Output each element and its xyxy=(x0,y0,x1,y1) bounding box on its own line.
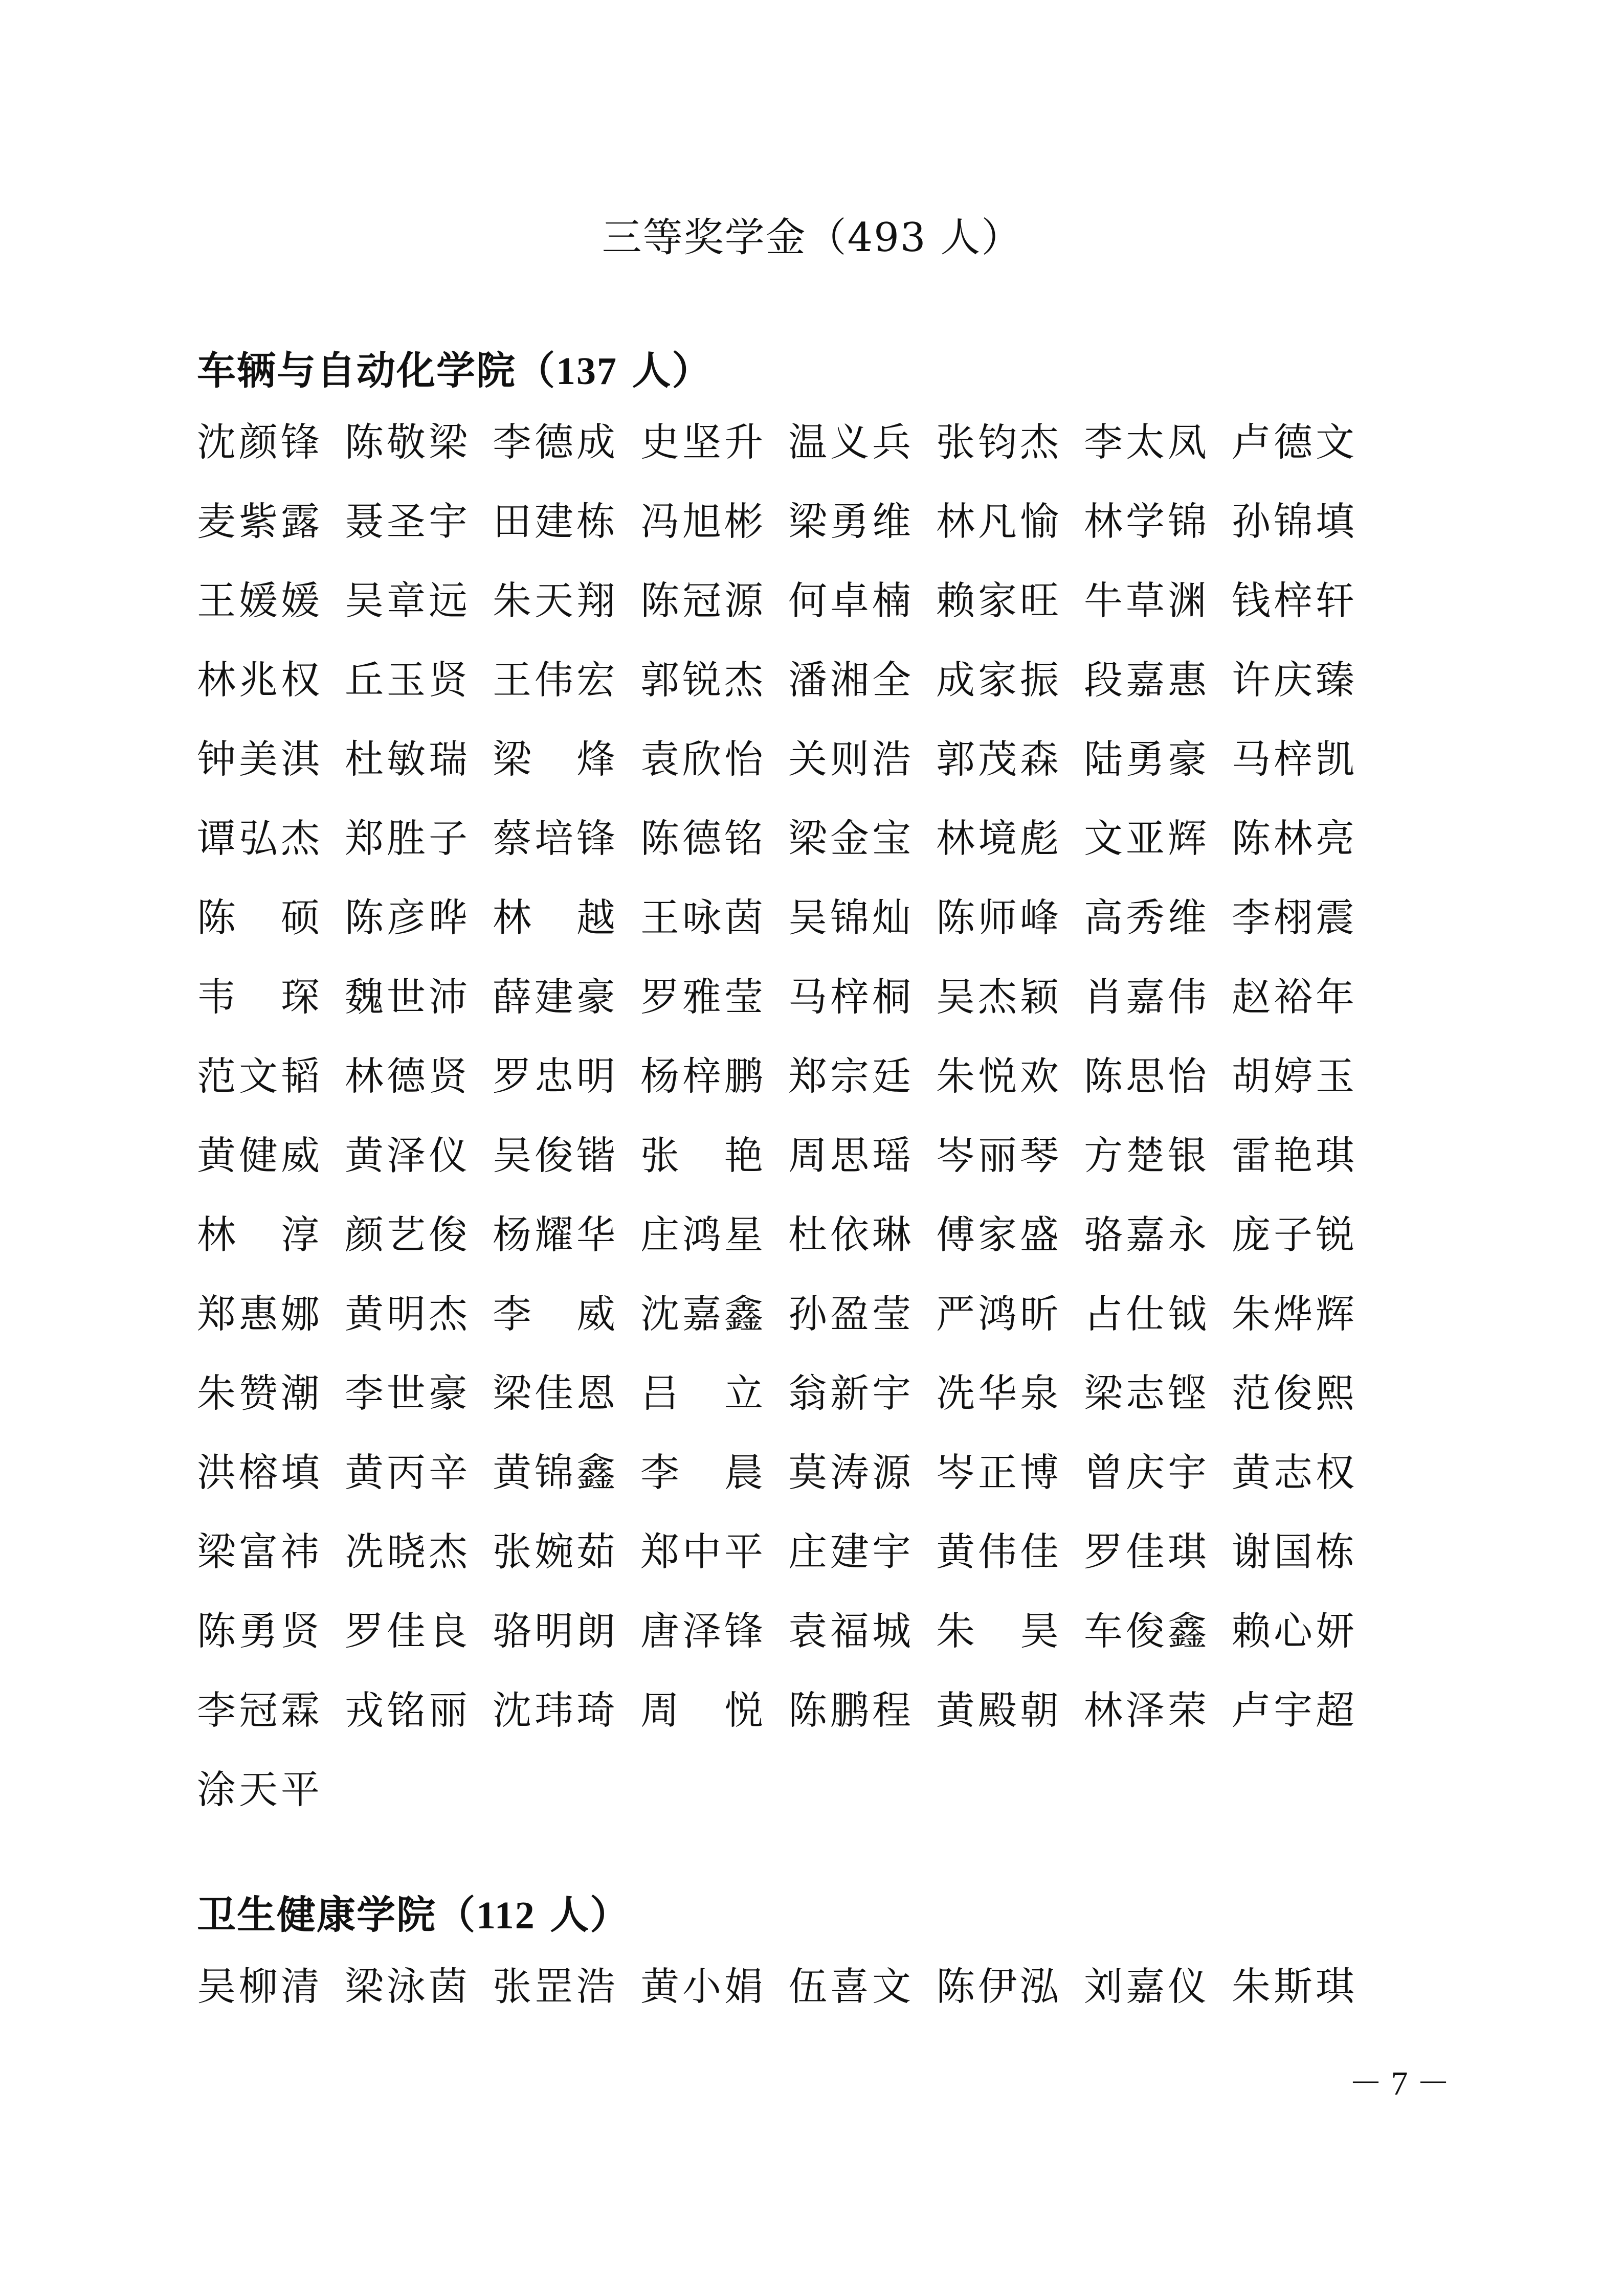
student-name: 罗佳琪 xyxy=(1084,1529,1210,1574)
student-name: 谢国栋 xyxy=(1232,1529,1358,1574)
student-name: 占仕钺 xyxy=(1084,1291,1210,1337)
student-name: 田建栋 xyxy=(493,499,618,544)
student-name: 庄建宇 xyxy=(788,1529,914,1574)
student-name: 范文韬 xyxy=(197,1053,323,1099)
student-name: 林德贤 xyxy=(345,1053,471,1099)
student-name: 潘湘全 xyxy=(788,657,914,703)
student-name: 王伟宏 xyxy=(493,657,618,703)
student-name: 曾庆宇 xyxy=(1084,1450,1210,1495)
student-name: 李 威 xyxy=(493,1291,615,1337)
student-name: 李 晨 xyxy=(640,1450,763,1495)
student-name: 朱天翔 xyxy=(493,578,618,623)
student-name: 张罡浩 xyxy=(493,1964,618,2009)
student-name: 罗忠明 xyxy=(493,1053,618,1099)
student-name: 郭茂森 xyxy=(936,736,1062,782)
student-name: 陈伊泓 xyxy=(936,1964,1062,2009)
student-name: 陈思怡 xyxy=(1084,1053,1210,1099)
student-name: 高秀维 xyxy=(1084,895,1210,940)
student-name: 段嘉惠 xyxy=(1084,657,1210,703)
student-name: 文亚辉 xyxy=(1084,816,1210,861)
student-name: 涂天平 xyxy=(197,1767,323,1812)
student-name: 车俊鑫 xyxy=(1084,1608,1210,1654)
student-name: 陈勇贤 xyxy=(197,1608,323,1654)
student-name: 成家振 xyxy=(936,657,1062,703)
student-name: 梁金宝 xyxy=(788,816,914,861)
student-name: 谭弘杰 xyxy=(197,816,323,861)
student-name: 史坚升 xyxy=(640,419,766,465)
section-count: 112 xyxy=(476,1894,536,1937)
student-name: 骆明朗 xyxy=(493,1608,618,1654)
student-name: 张婉茹 xyxy=(493,1529,618,1574)
student-name: 林泽荣 xyxy=(1084,1687,1210,1733)
student-name: 庞子锐 xyxy=(1232,1212,1358,1257)
student-name: 李德成 xyxy=(493,419,618,465)
student-name: 冯旭彬 xyxy=(640,499,766,544)
student-name: 雷艳琪 xyxy=(1232,1133,1358,1178)
student-name: 朱 昊 xyxy=(936,1608,1059,1654)
student-name: 伍喜文 xyxy=(788,1964,914,2009)
student-name: 岑丽琴 xyxy=(936,1133,1062,1178)
student-name: 罗雅莹 xyxy=(640,974,766,1020)
student-name: 林兆权 xyxy=(197,657,323,703)
student-name: 陈师峰 xyxy=(936,895,1062,940)
student-name: 黄泽仪 xyxy=(345,1133,471,1178)
student-name: 杜依琳 xyxy=(788,1212,914,1257)
student-name: 岑正博 xyxy=(936,1450,1062,1495)
student-name: 周思瑶 xyxy=(788,1133,914,1178)
student-name: 刘嘉仪 xyxy=(1084,1964,1210,2009)
student-name: 杜敏瑞 xyxy=(345,736,471,782)
student-name: 张钧杰 xyxy=(936,419,1062,465)
student-name: 赵裕年 xyxy=(1232,974,1358,1020)
student-name: 陆勇豪 xyxy=(1084,736,1210,782)
section-heading-health xyxy=(197,1887,630,1944)
student-name: 梁勇维 xyxy=(788,499,914,544)
student-name: 蔡培锋 xyxy=(493,816,618,861)
student-name: 李太凤 xyxy=(1084,419,1210,465)
student-name: 黄殿朝 xyxy=(936,1687,1062,1733)
student-name: 陈彦晔 xyxy=(345,895,471,940)
student-name: 马梓凯 xyxy=(1232,736,1358,782)
student-name: 钟美淇 xyxy=(197,736,323,782)
student-name: 韦 琛 xyxy=(197,974,320,1020)
student-name: 何卓楠 xyxy=(788,578,914,623)
student-name: 周 悦 xyxy=(640,1687,763,1733)
section-suffix: 人） xyxy=(535,1892,630,1938)
student-name: 梁泳茵 xyxy=(345,1964,471,2009)
student-name: 孙盈莹 xyxy=(788,1291,914,1337)
student-name: 吴章远 xyxy=(345,578,471,623)
student-name: 陈德铭 xyxy=(640,816,766,861)
student-name: 黄锦鑫 xyxy=(493,1450,618,1495)
student-name: 肖嘉伟 xyxy=(1084,974,1210,1020)
student-name: 陈 硕 xyxy=(197,895,320,940)
student-name: 王咏茵 xyxy=(640,895,766,940)
section-count: 137 xyxy=(556,350,617,393)
student-name: 颜艺俊 xyxy=(345,1212,471,1257)
student-name: 梁佳恩 xyxy=(493,1370,618,1416)
section-name: 车辆与自动化学院（ xyxy=(197,348,556,393)
student-name: 黄志权 xyxy=(1232,1450,1358,1495)
student-name: 袁欣怡 xyxy=(640,736,766,782)
student-name: 陈鹏程 xyxy=(788,1687,914,1733)
section-name: 卫生健康学院（ xyxy=(197,1892,476,1938)
student-name: 唐泽锋 xyxy=(640,1608,766,1654)
student-name: 庄鸿星 xyxy=(640,1212,766,1257)
student-name: 黄伟佳 xyxy=(936,1529,1062,1574)
student-name: 赖家旺 xyxy=(936,578,1062,623)
student-name: 林 越 xyxy=(493,895,615,940)
student-name: 林凡愉 xyxy=(936,499,1062,544)
student-name: 卢宇超 xyxy=(1232,1687,1358,1733)
student-name: 关则浩 xyxy=(788,736,914,782)
student-name: 傅家盛 xyxy=(936,1212,1062,1257)
student-name: 黄健威 xyxy=(197,1133,323,1178)
student-name: 黄小娟 xyxy=(640,1964,766,2009)
student-name: 张 艳 xyxy=(640,1133,763,1178)
student-name: 许庆臻 xyxy=(1232,657,1358,703)
student-name: 马梓桐 xyxy=(788,974,914,1020)
student-name: 严鸿昕 xyxy=(936,1291,1062,1337)
student-name: 李冠霖 xyxy=(197,1687,323,1733)
student-name: 陈林亮 xyxy=(1232,816,1358,861)
student-name: 朱烨辉 xyxy=(1232,1291,1358,1337)
student-name: 陈冠源 xyxy=(640,578,766,623)
student-name: 黄明杰 xyxy=(345,1291,471,1337)
student-name: 范俊熙 xyxy=(1232,1370,1358,1416)
student-name: 朱斯琪 xyxy=(1232,1964,1358,2009)
student-name: 聂圣宇 xyxy=(345,499,471,544)
student-name: 杨梓鹏 xyxy=(640,1053,766,1099)
student-name: 孙锦填 xyxy=(1232,499,1358,544)
student-name: 吴柳清 xyxy=(197,1964,323,2009)
name-list-vehicle-automation xyxy=(197,414,1380,1841)
student-name: 沈嘉鑫 xyxy=(640,1291,766,1337)
student-name: 王媛媛 xyxy=(197,578,323,623)
section-heading-vehicle-automation xyxy=(197,343,711,399)
student-name: 吴锦灿 xyxy=(788,895,914,940)
student-name: 赖心妍 xyxy=(1232,1608,1358,1654)
student-name: 方楚银 xyxy=(1084,1133,1210,1178)
student-name: 钱梓轩 xyxy=(1232,578,1358,623)
section-suffix: 人） xyxy=(617,348,712,393)
student-name: 李栩震 xyxy=(1232,895,1358,940)
student-name: 戎铭丽 xyxy=(345,1687,471,1733)
page-title: 三等奖学金（493 人） xyxy=(602,215,1022,261)
student-name: 林境彪 xyxy=(936,816,1062,861)
student-name: 沈颜锋 xyxy=(197,419,323,465)
student-name: 翁新宇 xyxy=(788,1370,914,1416)
student-name: 杨耀华 xyxy=(493,1212,618,1257)
name-list-health xyxy=(197,1959,1380,2038)
student-name: 沈玮琦 xyxy=(493,1687,618,1733)
student-name: 吴俊锴 xyxy=(493,1133,618,1178)
student-name: 卢德文 xyxy=(1232,419,1358,465)
student-name: 郭锐杰 xyxy=(640,657,766,703)
student-name: 薛建豪 xyxy=(493,974,618,1020)
student-name: 冼晓杰 xyxy=(345,1529,471,1574)
page-number: － 7 － xyxy=(1349,2065,1450,2102)
student-name: 胡婷玉 xyxy=(1232,1053,1358,1099)
student-name: 罗佳良 xyxy=(345,1608,471,1654)
student-name: 吴杰颖 xyxy=(936,974,1062,1020)
student-name: 梁富祎 xyxy=(197,1529,323,1574)
student-name: 袁福城 xyxy=(788,1608,914,1654)
student-name: 麦紫露 xyxy=(197,499,323,544)
student-name: 陈敬梁 xyxy=(345,419,471,465)
student-name: 黄丙辛 xyxy=(345,1450,471,1495)
student-name: 骆嘉永 xyxy=(1084,1212,1210,1257)
student-name: 洪榕填 xyxy=(197,1450,323,1495)
student-name: 温义兵 xyxy=(788,419,914,465)
student-name: 魏世沛 xyxy=(345,974,471,1020)
student-name: 吕 立 xyxy=(640,1370,763,1416)
student-name: 林学锦 xyxy=(1084,499,1210,544)
student-name: 郑胜子 xyxy=(345,816,471,861)
student-name: 梁 烽 xyxy=(493,736,615,782)
student-name: 郑宗廷 xyxy=(788,1053,914,1099)
student-name: 莫涛源 xyxy=(788,1450,914,1495)
student-name: 郑惠娜 xyxy=(197,1291,323,1337)
student-name: 朱悦欢 xyxy=(936,1053,1062,1099)
student-name: 牛草渊 xyxy=(1084,578,1210,623)
student-name: 冼华泉 xyxy=(936,1370,1062,1416)
student-name: 朱赞潮 xyxy=(197,1370,323,1416)
student-name: 丘玉贤 xyxy=(345,657,471,703)
student-name: 林 淳 xyxy=(197,1212,320,1257)
student-name: 梁志铿 xyxy=(1084,1370,1210,1416)
student-name: 郑中平 xyxy=(640,1529,766,1574)
student-name: 李世豪 xyxy=(345,1370,471,1416)
